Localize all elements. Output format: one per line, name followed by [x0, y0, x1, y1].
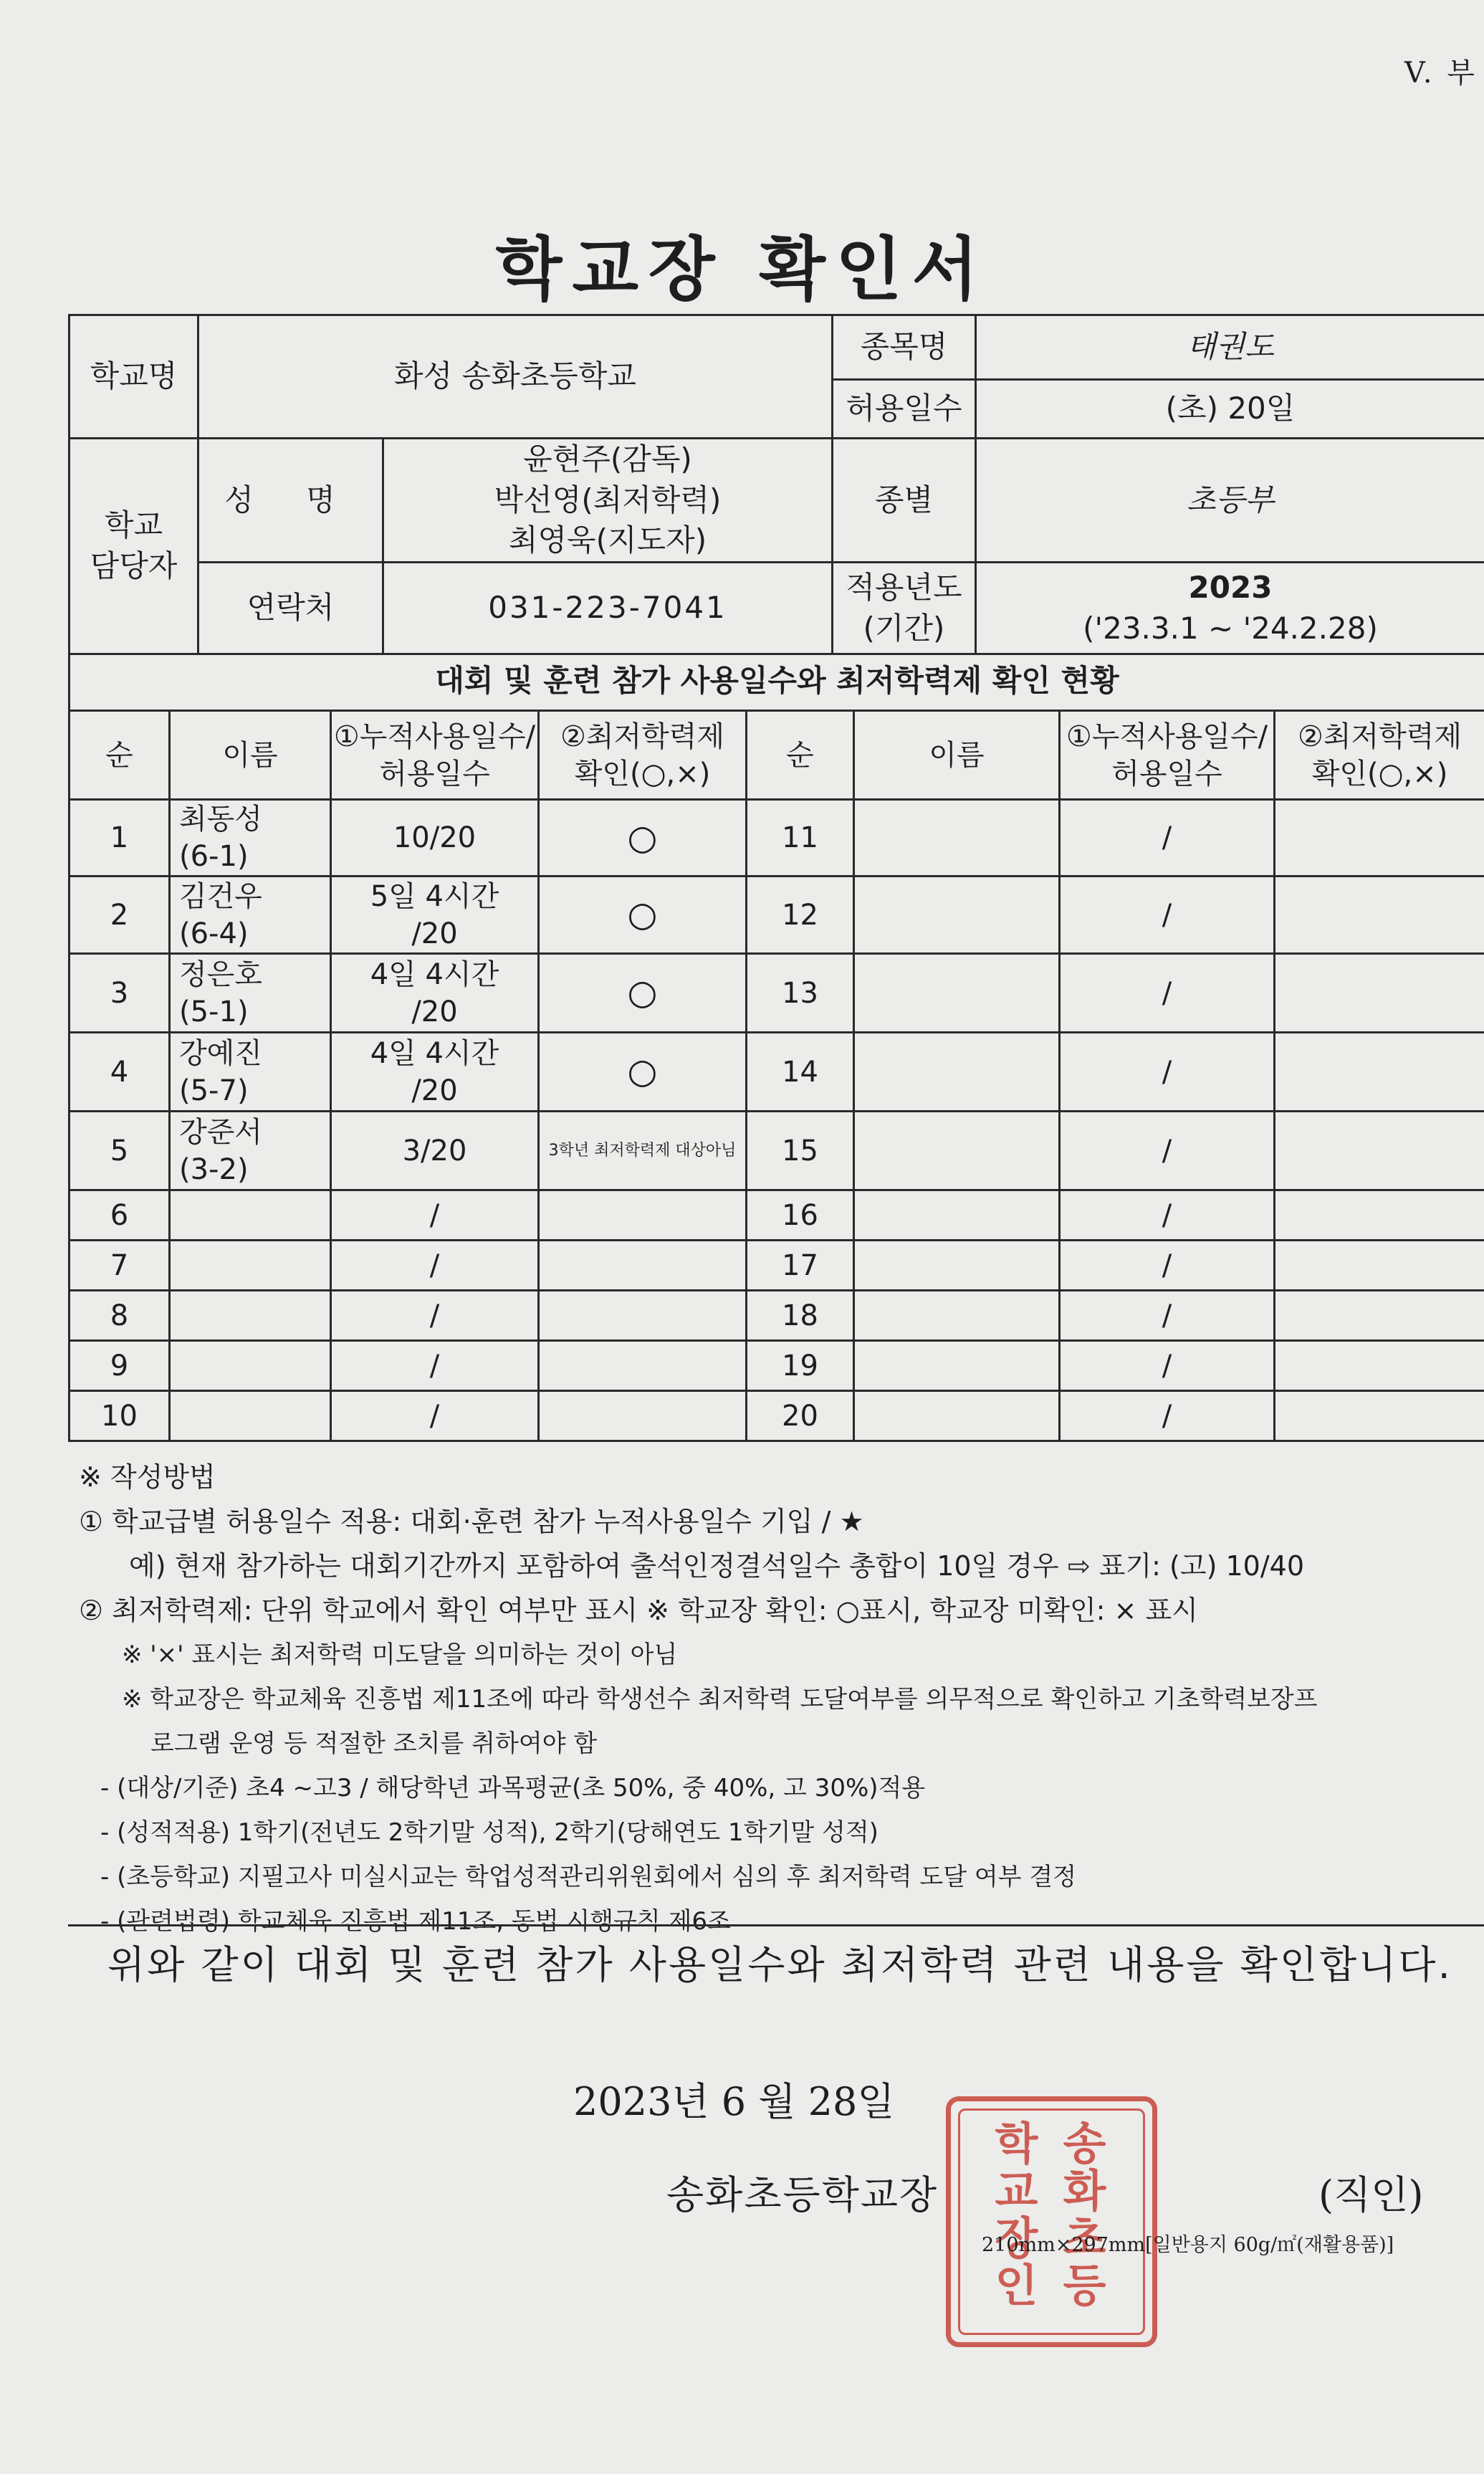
guide-line: - (초등학교) 지필고사 미실시교는 학업성적관리위원회에서 심의 후 최저학력 도달 여부 결정: [100, 1863, 1077, 1891]
table-header-row: [70, 711, 1484, 800]
days-used: /: [331, 1341, 539, 1391]
min-academic-check-right: [1275, 1190, 1484, 1241]
row-number-right: 11: [747, 800, 854, 877]
min-academic-check: [539, 1341, 747, 1391]
header-no-right: 순: [747, 711, 854, 800]
school-label: 학교명: [70, 315, 198, 439]
official-seal-label: (직인): [1318, 2172, 1424, 2217]
contact-value: 031-223-7041: [383, 563, 833, 654]
min-academic-check-right: [1275, 800, 1484, 877]
days-used: 5일 4시간 /20: [331, 877, 539, 954]
appendix-label: V. 부: [1404, 57, 1478, 90]
guide-line: - (관련법령) 학교체육 진흥법 제11조, 동법 시행규칙 제6조: [100, 1907, 731, 1936]
guide-line: ② 최저학력제: 단위 학교에서 확인 여부만 표시 ※ 학교장 확인: ○표시, 학교장 미확인: × 표시: [79, 1595, 1198, 1626]
row-number: 2: [70, 877, 170, 954]
guide-line: 로그램 운영 등 적절한 조치를 취하여야 함: [150, 1729, 598, 1758]
table-row: [70, 877, 1484, 954]
min-academic-check-right: [1275, 1291, 1484, 1341]
name-label: 성 명: [198, 439, 383, 563]
row-number: 4: [70, 1033, 170, 1112]
days-used: 4일 4시간 /20: [331, 954, 539, 1033]
guide-line: 예) 현재 참가하는 대회기간까지 포함하여 출석인정결석일수 총합이 10일 경우 ⇨ 표기: (고) 10/40: [129, 1550, 1305, 1582]
header-name-right: 이름: [854, 711, 1060, 800]
student-name-right: [854, 1291, 1060, 1341]
guide-heading: ※ 작성방법: [79, 1461, 216, 1493]
min-academic-check-right: [1275, 1033, 1484, 1112]
usage-table: [68, 710, 1484, 1442]
table-row: [70, 1291, 1484, 1341]
student-name: [170, 1291, 331, 1341]
student-name: 강준서 (3-2): [170, 1112, 331, 1190]
staff-label: 학교 담당자: [70, 439, 198, 654]
min-academic-check-right: [1275, 877, 1484, 954]
table-row: [70, 1241, 1484, 1291]
table-row: [70, 1391, 1484, 1441]
confirmation-statement: 위와 같이 대회 및 훈련 참가 사용일수와 최저학력 관련 내용을 확인합니다.: [107, 1942, 1452, 1987]
days-used-right: /: [1060, 1391, 1275, 1441]
row-number-right: 20: [747, 1391, 854, 1441]
table-row: [70, 1033, 1484, 1112]
min-academic-check: ○: [539, 877, 747, 954]
row-number-right: 18: [747, 1291, 854, 1341]
row-number-right: 12: [747, 877, 854, 954]
min-academic-check: [539, 1241, 747, 1291]
guide-line: ※ 학교장은 학교체육 진흥법 제11조에 따라 학생선수 최저학력 도달여부를 의무적으로 확인하고 기초학력보장프: [122, 1685, 1318, 1714]
header-days: ①누적사용일수/ 허용일수: [331, 711, 539, 800]
row-number: 7: [70, 1241, 170, 1291]
principal-signature: 송화초등학교장: [666, 2172, 939, 2217]
student-name-right: [854, 800, 1060, 877]
days-used-right: /: [1060, 1341, 1275, 1391]
table-row: [70, 1112, 1484, 1190]
student-name-right: [854, 1241, 1060, 1291]
student-name-right: [854, 1190, 1060, 1241]
min-academic-check-right: [1275, 954, 1484, 1033]
min-academic-check: [539, 1391, 747, 1441]
student-name-right: [854, 877, 1060, 954]
days-used-right: /: [1060, 1291, 1275, 1341]
min-academic-check: ○: [539, 1033, 747, 1112]
min-academic-check: [539, 1190, 747, 1241]
row-number: 9: [70, 1341, 170, 1391]
student-name-right: [854, 1341, 1060, 1391]
table-row: [70, 1341, 1484, 1391]
days-used-right: /: [1060, 1241, 1275, 1291]
row-number: 3: [70, 954, 170, 1033]
division-label: 종별: [833, 439, 976, 563]
min-academic-note: 3학년 최저학력제 대상아님: [539, 1112, 747, 1190]
sport-value: 태권도: [976, 315, 1484, 380]
days-used: /: [331, 1391, 539, 1441]
guide-line: - (성적적용) 1학기(전년도 2학기말 성적), 2학기(당해연도 1학기말 성적): [100, 1818, 879, 1847]
days-used: 4일 4시간 /20: [331, 1033, 539, 1112]
divider: [68, 1924, 1484, 1926]
seal-text-col1: 송화초등: [1055, 2120, 1107, 2309]
header-days-right: ①누적사용일수/ 허용일수: [1060, 711, 1275, 800]
school-value: 화성 송화초등학교: [198, 315, 833, 439]
row-number: 5: [70, 1112, 170, 1190]
writing-guide: [79, 1455, 1484, 1944]
days-label: 허용일수: [833, 380, 976, 439]
min-academic-check-right: [1275, 1341, 1484, 1391]
student-name: [170, 1341, 331, 1391]
header-no: 순: [70, 711, 170, 800]
seal-text-col2: 학교장인: [987, 2120, 1039, 2309]
header-min: ②최저학력제 확인(○,×): [539, 711, 747, 800]
days-value: (초) 20일: [976, 380, 1484, 439]
name-value: 윤현주(감독) 박선영(최저학력) 최영욱(지도자): [383, 439, 833, 563]
student-name-right: [854, 1112, 1060, 1190]
row-number-right: 17: [747, 1241, 854, 1291]
document-title: 학교장 확인서: [495, 229, 989, 310]
student-name: 강예진 (5-7): [170, 1033, 331, 1112]
days-used: /: [331, 1291, 539, 1341]
row-number: 1: [70, 800, 170, 877]
division-value: 초등부: [976, 439, 1484, 563]
sport-label: 종목명: [833, 315, 976, 380]
table-row: [70, 800, 1484, 877]
row-number-right: 19: [747, 1341, 854, 1391]
min-academic-check-right: [1275, 1241, 1484, 1291]
header-min-right: ②최저학력제 확인(○,×): [1275, 711, 1484, 800]
days-used-right: /: [1060, 1033, 1275, 1112]
student-name-right: [854, 1033, 1060, 1112]
row-number-right: 13: [747, 954, 854, 1033]
row-number-right: 15: [747, 1112, 854, 1190]
year-label: 적용년도 (기간): [833, 563, 976, 654]
student-name-right: [854, 1391, 1060, 1441]
row-number-right: 16: [747, 1190, 854, 1241]
days-used-right: /: [1060, 1190, 1275, 1241]
issue-date: 2023년 6 월 28일: [573, 2079, 895, 2124]
table-row: [70, 1190, 1484, 1241]
official-seal-stamp: [946, 2096, 1157, 2347]
min-academic-check: [539, 1291, 747, 1341]
table-row: [70, 954, 1484, 1033]
min-academic-check: ○: [539, 954, 747, 1033]
row-number: 8: [70, 1291, 170, 1341]
days-used-right: /: [1060, 954, 1275, 1033]
row-number: 6: [70, 1190, 170, 1241]
days-used: 10/20: [331, 800, 539, 877]
header-name: 이름: [170, 711, 331, 800]
info-table: [68, 314, 1484, 655]
guide-line: - (대상/기준) 초4 ~고3 / 해당학년 과목평균(초 50%, 중 40%, 고 30%)적용: [100, 1774, 926, 1802]
days-used-right: /: [1060, 877, 1275, 954]
student-name-right: [854, 954, 1060, 1033]
days-used-right: /: [1060, 800, 1275, 877]
min-academic-check: ○: [539, 800, 747, 877]
row-number-right: 14: [747, 1033, 854, 1112]
student-name: [170, 1241, 331, 1291]
student-name: [170, 1190, 331, 1241]
contact-label: 연락처: [198, 563, 383, 654]
days-used-right: /: [1060, 1112, 1275, 1190]
student-name: 정은호 (5-1): [170, 954, 331, 1033]
paper-spec: 210mm×297mm[일반용지 60g/㎡(재활용품)]: [982, 2234, 1394, 2256]
row-number: 10: [70, 1391, 170, 1441]
section-title: 대회 및 훈련 참가 사용일수와 최저학력제 확인 현황: [68, 652, 1484, 710]
min-academic-check-right: [1275, 1391, 1484, 1441]
days-used: 3/20: [331, 1112, 539, 1190]
guide-line: ① 학교급별 허용일수 적용: 대회·훈련 참가 누적사용일수 기입 / ★: [79, 1506, 864, 1537]
min-academic-check-right: [1275, 1112, 1484, 1190]
days-used: /: [331, 1190, 539, 1241]
student-name: 최동성 (6-1): [170, 800, 331, 877]
year-value: 2023 ('23.3.1 ~ '24.2.28): [976, 563, 1484, 654]
student-name: 김건우 (6-4): [170, 877, 331, 954]
student-name: [170, 1391, 331, 1441]
days-used: /: [331, 1241, 539, 1291]
guide-line: ※ '×' 표시는 최저학력 미도달을 의미하는 것이 아님: [122, 1640, 678, 1669]
